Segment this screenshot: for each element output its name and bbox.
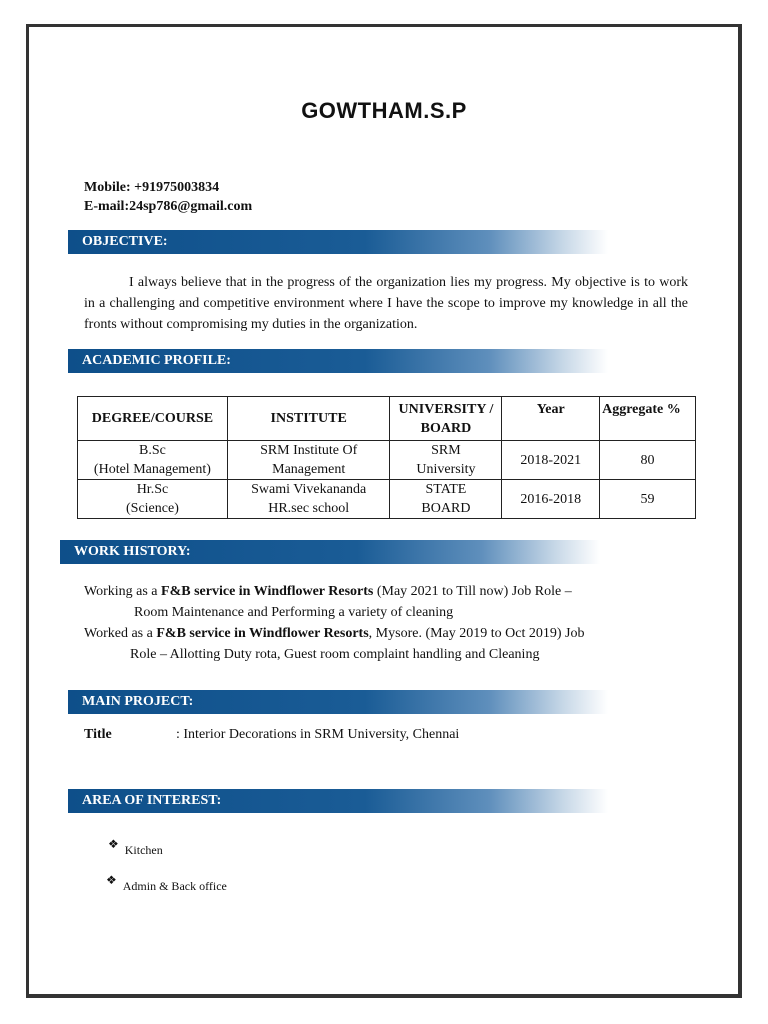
year-cell: 2016-2018	[502, 480, 600, 519]
mobile-number: Mobile: +91975003834	[84, 180, 220, 195]
university-line: BOARD	[421, 501, 471, 516]
col-degree: DEGREE/COURSE	[78, 397, 228, 441]
section-objective-title: OBJECTIVE:	[82, 234, 168, 249]
section-project	[68, 690, 608, 714]
year-cell: 2018-2021	[502, 441, 600, 480]
table-row	[78, 480, 696, 519]
section-work-title: WORK HISTORY:	[74, 544, 191, 559]
university-cell	[390, 441, 502, 480]
work-role: Room Maintenance and Performing a variety of cleaning	[134, 605, 454, 620]
work-prefix: Working as a	[84, 584, 162, 599]
degree-line: B.Sc	[139, 443, 166, 458]
aggregate-cell: 59	[600, 480, 696, 519]
institute-line: Management	[272, 462, 346, 477]
degree-cell	[78, 480, 228, 519]
degree-line: (Science)	[126, 501, 179, 516]
interest-item	[106, 873, 227, 894]
aggregate-cell: 80	[600, 441, 696, 480]
project-label: Title	[84, 727, 112, 742]
work-entry	[84, 623, 704, 665]
col-aggregate: Aggregate %	[600, 397, 696, 441]
section-project-title: MAIN PROJECT:	[82, 694, 194, 709]
institute-line: HR.sec school	[268, 501, 350, 516]
resume-name: GOWTHAM.S.P	[301, 98, 467, 123]
objective-text: I always believe that in the progress of the organization lies my progress. My objective is to work in a challenging and competitive environment where I have the scope to improve my knowledge in all the fronts without compromising my duties in the organization.	[84, 275, 688, 332]
work-prefix: Worked as a	[84, 626, 157, 641]
section-objective	[68, 230, 608, 254]
university-cell	[390, 480, 502, 519]
institute-cell	[227, 480, 390, 519]
degree-cell	[78, 441, 228, 480]
section-interest-title: AREA OF INTEREST:	[82, 793, 222, 808]
academic-table	[77, 396, 696, 519]
institute-line: SRM Institute Of	[260, 443, 358, 458]
section-academic-title: ACADEMIC PROFILE:	[82, 353, 231, 368]
degree-line: (Hotel Management)	[93, 462, 211, 477]
col-university: UNIVERSITY / BOARD	[390, 397, 502, 441]
project-value: : Interior Decorations in SRM University, Chennai	[176, 727, 460, 742]
university-line: SRM	[431, 443, 461, 458]
project-title-row	[84, 727, 459, 743]
work-line	[84, 581, 704, 602]
email-address: E-mail:24sp786@gmail.com	[84, 199, 253, 214]
interest-label: Admin & Back office	[122, 879, 227, 893]
work-line	[84, 623, 704, 644]
institute-cell	[227, 441, 390, 480]
interest-label: Kitchen	[124, 843, 163, 857]
university-line: STATE	[425, 482, 467, 497]
work-suffix: , Mysore. (May 2019 to Oct 2019) Job	[368, 626, 585, 641]
institute-line: Swami Vivekananda	[251, 482, 367, 497]
work-role: Role – Allotting Duty rota, Guest room complaint handling and Cleaning	[130, 647, 540, 662]
section-interest	[68, 789, 608, 813]
diamond-bullet-icon: ❖	[108, 837, 119, 851]
col-year: Year	[502, 397, 600, 441]
degree-line: Hr.Sc	[136, 482, 169, 497]
work-employer: F&B service in Windflower Resorts	[156, 626, 369, 641]
work-suffix: (May 2021 to Till now) Job Role –	[373, 584, 572, 599]
work-employer: F&B service in Windflower Resorts	[161, 584, 374, 599]
interest-item	[108, 837, 163, 858]
table-header-row	[78, 397, 696, 441]
work-entry	[84, 581, 704, 623]
diamond-bullet-icon: ❖	[106, 873, 117, 887]
table-row	[78, 441, 696, 480]
section-work	[60, 540, 600, 564]
col-institute: INSTITUTE	[227, 397, 390, 441]
section-academic	[68, 349, 608, 373]
university-line: University	[416, 462, 476, 477]
